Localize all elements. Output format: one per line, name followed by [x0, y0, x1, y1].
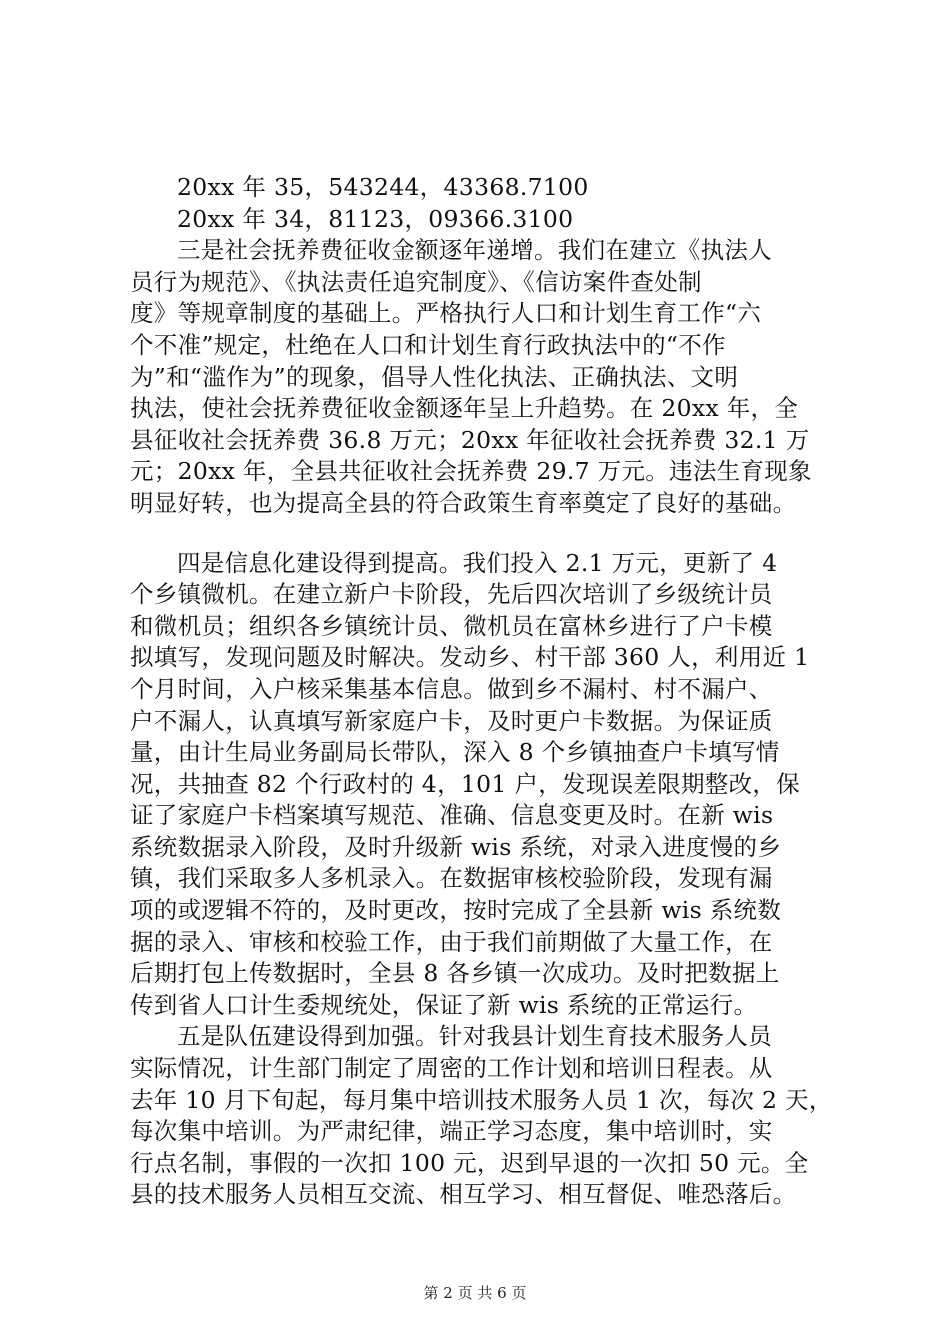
- text-line: 实际情况，计生部门制定了周密的工作计划和培训日程表。从: [130, 1054, 773, 1083]
- text-line: 执法，使社会抚养费征收金额逐年呈上升趋势。在 20xx 年，全: [130, 394, 799, 423]
- text-line: 量，由计生局业务副局长带队，深入 8 个乡镇抽查户卡填写情: [130, 738, 780, 767]
- paragraph-start-line: 三是社会抚养费征收金额逐年递增。我们在建立《执法人: [177, 236, 772, 265]
- text-line: 行点名制，事假的一次扣 100 元，迟到早退的一次扣 50 元。全: [130, 1148, 809, 1177]
- text-line: 个不准”规定，杜绝在人口和计划生育行政执法中的“不作: [130, 330, 726, 359]
- text-line: 系统数据录入阶段，及时升级新 wis 系统，对录入进度慢的乡: [130, 832, 782, 861]
- text-line: 明显好转，也为提高全县的符合政策生育率奠定了良好的基础。: [130, 488, 797, 517]
- text-line: 个乡镇微机。在建立新户卡阶段，先后四次培训了乡级统计员: [130, 580, 773, 609]
- text-line: 据的录入、审核和校验工作，由于我们前期做了大量工作，在: [130, 927, 773, 956]
- text-line: 镇，我们采取多人多机录入。在数据审核校验阶段，发现有漏: [130, 864, 773, 893]
- text-line: 员行为规范》、《执法责任追究制度》、《信访案件查处制: [130, 267, 702, 296]
- text-line: 后期打包上传数据时，全县 8 各乡镇一次成功。及时把数据上: [130, 959, 780, 988]
- paragraph-start-line: 四是信息化建设得到提高。我们投入 2.1 万元，更新了 4: [177, 548, 778, 577]
- text-line: 和微机员；组织各乡镇统计员、微机员在富林乡进行了户卡模: [130, 611, 773, 640]
- text-line: 况，共抽查 82 个行政村的 4，101 户，发现误差限期整改，保: [130, 769, 800, 798]
- text-line: 证了家庭户卡档案填写规范、准确、信息变更及时。在新 wis: [130, 801, 774, 830]
- paragraph-start-line: 五是队伍建设得到加强。针对我县计划生育技术服务人员: [177, 1022, 772, 1051]
- text-line: 个月时间，入户核采集基本信息。做到乡不漏村、村不漏户、: [130, 674, 773, 703]
- page-footer: 第 2 页 共 6 页: [423, 1284, 527, 1302]
- text-line: 元；20xx 年，全县共征收社会抚养费 29.7 万元。违法生育现象: [130, 457, 812, 486]
- text-line: 项的或逻辑不符的，及时更改，按时完成了全县新 wis 系统数: [130, 896, 782, 925]
- text-line: 20xx 年 35，543244，43368.7100: [177, 173, 589, 201]
- text-line: 县的技术服务人员相互交流、相互学习、相互督促、唯恐落后。: [130, 1180, 797, 1209]
- text-line: 度》等规章制度的基础上。严格执行人口和计划生育工作“六: [130, 299, 762, 328]
- text-line: 为”和“滥作为”的现象，倡导人性化执法、正确执法、文明: [130, 362, 739, 391]
- text-line: 每次集中培训。为严肃纪律，端正学习态度，集中培训时，实: [130, 1117, 773, 1146]
- body-text: [130, 172, 850, 1211]
- text-line: 拟填写，发现问题及时解决。发动乡、村干部 360 人，利用近 1: [130, 643, 810, 672]
- text-line: 县征收社会抚养费 36.8 万元；20xx 年征收社会抚养费 32.1 万: [130, 425, 810, 454]
- paragraph-gap: [130, 520, 850, 548]
- text-line: 户不漏人，认真填写新家庭户卡，及时更户卡数据。为保证质: [130, 706, 773, 735]
- text-line: 去年 10 月下旬起，每月集中培训技术服务人员 1 次，每次 2 天，: [130, 1085, 833, 1114]
- text-line: 20xx 年 34，81123，09366.3100: [177, 204, 574, 233]
- text-line: 传到省人口计生委规统处，保证了新 wis 系统的正常运行。: [130, 990, 758, 1019]
